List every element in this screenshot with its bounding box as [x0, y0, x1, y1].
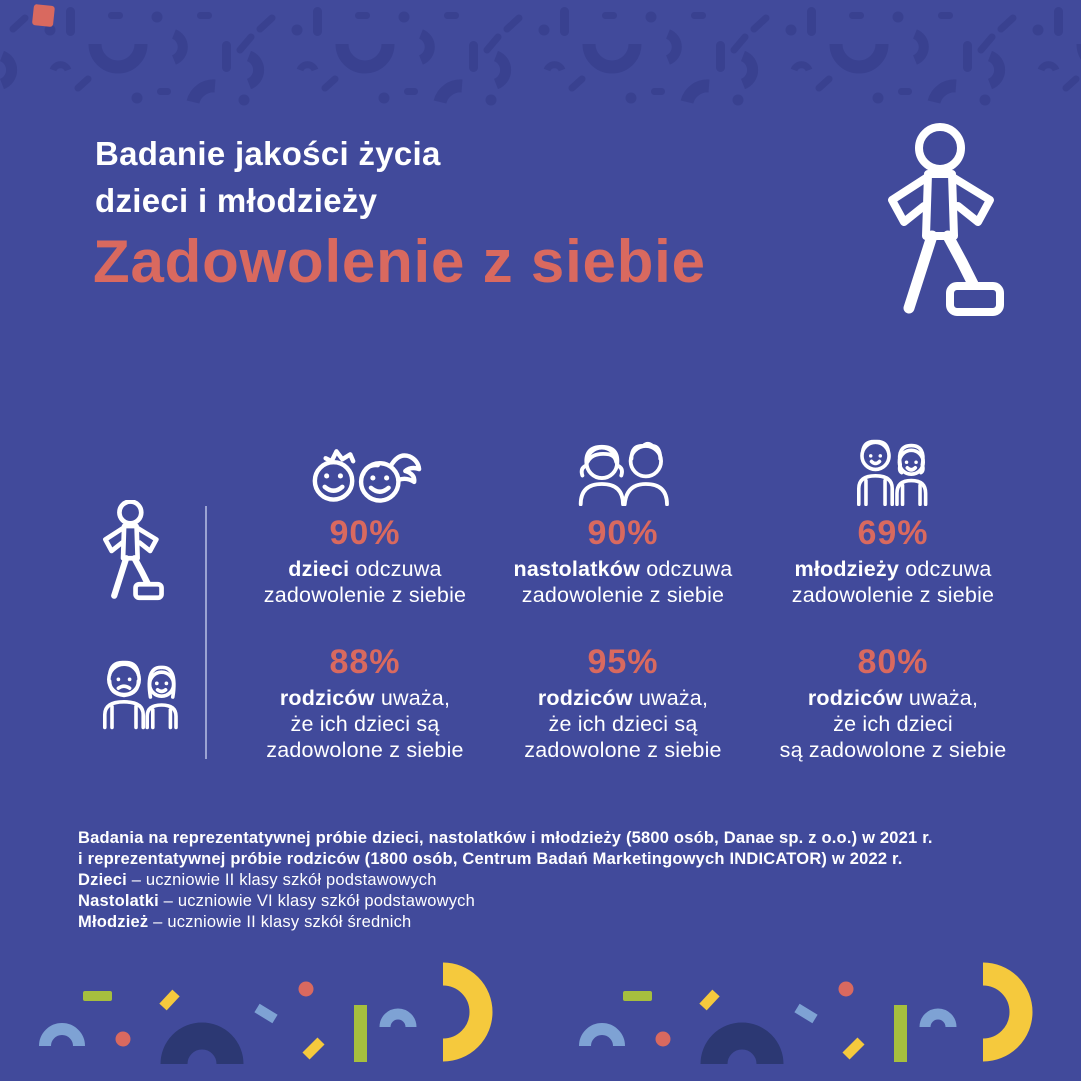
stat-text-line2: że ich dzieci są	[548, 712, 698, 736]
stat-text-line1: młodzieży odczuwa	[794, 557, 992, 581]
coral-square-decoration	[32, 4, 55, 27]
stat-text-line3: są zadowolone z siebie	[779, 738, 1007, 762]
stat-value: 95%	[587, 643, 659, 681]
confident-person-icon	[98, 500, 171, 604]
stat-children	[236, 436, 494, 608]
stat-text-line1: rodziców uważa,	[807, 686, 979, 710]
study-title-line1: Badanie jakości życia	[95, 135, 441, 172]
stat-text-line2: zadowolenie z siebie	[791, 583, 995, 607]
stat-text-line1: rodziców uważa,	[537, 686, 709, 710]
page-title: Zadowolenie z siebie	[93, 228, 706, 295]
stat-group: rodziców	[537, 686, 633, 710]
footnote-line2: i reprezentatywnej próbie rodziców (1800 osób, Centrum Badań Marketingowych INDICATOR) w 2022 r.	[78, 850, 903, 868]
stat-text-line1: nastolatków odczuwa	[513, 557, 733, 581]
stat-young-adults	[760, 436, 1026, 608]
stat-parents-of-teenagers	[494, 643, 752, 763]
stat-value: 69%	[857, 514, 929, 552]
study-title	[95, 130, 441, 224]
stat-group: nastolatków	[513, 557, 640, 581]
footnote	[78, 828, 933, 933]
footnote-definition-nastolatki: Nastolatki – uczniowie VI klasy szkół podstawowych	[78, 892, 476, 910]
footnote-definition-mlodziez: Młodzież – uczniowie II klasy szkół średnich	[78, 913, 412, 931]
stat-value: 90%	[587, 514, 659, 552]
footnote-line1: Badania na reprezentatywnej próbie dzieci, nastolatków i młodzieży (5800 osób, Danae sp. z o.o.) w 2021 r.	[78, 829, 933, 847]
confident-person-icon	[878, 120, 1018, 328]
top-pattern-decoration	[0, 0, 1081, 110]
stat-value: 80%	[857, 643, 929, 681]
stat-text-line1: dzieci odczuwa	[288, 557, 442, 581]
stat-text-line3: zadowolone z siebie	[524, 738, 722, 762]
stat-group: dzieci	[288, 557, 350, 581]
footnote-definition-dzieci: Dzieci – uczniowie II klasy szkół podstawowych	[78, 871, 437, 889]
stat-text-line3: zadowolone z siebie	[266, 738, 464, 762]
stat-parents-of-young-adults	[760, 643, 1026, 763]
stat-value: 88%	[329, 643, 401, 681]
young-adults-icon	[760, 436, 1026, 506]
children-faces-icon	[236, 436, 494, 506]
stat-text-line2: że ich dzieci	[833, 712, 953, 736]
stat-parents-of-children	[236, 643, 494, 763]
stat-text-line2: zadowolenie z siebie	[263, 583, 467, 607]
stat-text-line1: rodziców uważa,	[279, 686, 451, 710]
stat-value: 90%	[329, 514, 401, 552]
stat-teenagers	[494, 436, 752, 608]
teenagers-icon	[494, 436, 752, 506]
bottom-confetti-decoration	[0, 950, 1081, 1081]
stat-text-line2: że ich dzieci są	[290, 712, 440, 736]
stat-text-line2: zadowolenie z siebie	[521, 583, 725, 607]
parents-icon	[96, 656, 188, 730]
stat-group: młodzieży	[794, 557, 900, 581]
stat-group: rodziców	[807, 686, 903, 710]
study-title-line2: dzieci i młodzieży	[95, 182, 378, 219]
vertical-divider	[205, 506, 207, 759]
stat-group: rodziców	[279, 686, 375, 710]
